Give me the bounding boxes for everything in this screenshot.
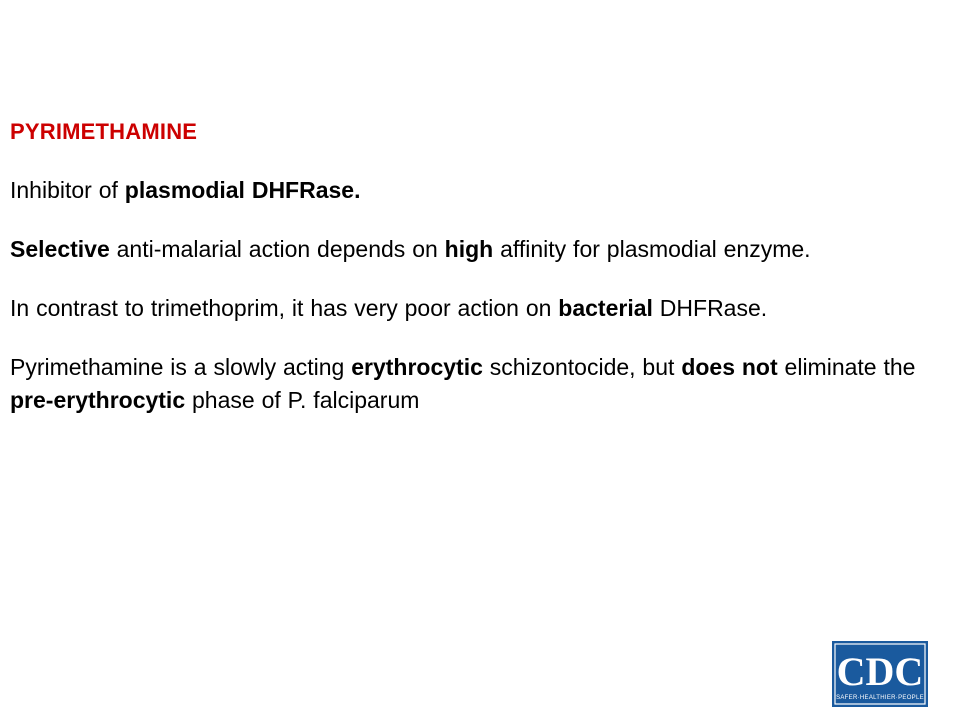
para-3-run-2: bacterial (558, 295, 653, 321)
paragraph-4 (10, 351, 940, 417)
cdc-logo (832, 641, 928, 707)
para-1-run-1: Inhibitor of (10, 177, 125, 203)
cdc-logo-graphic (832, 641, 928, 707)
paragraph-1 (10, 174, 940, 207)
para-4-run-6: pre-erythrocytic (10, 387, 186, 413)
para-2-run-2: anti-malarial action depends on (109, 236, 445, 262)
para-2-run-4: affinity for plasmodial enzyme. (493, 236, 811, 262)
para-4-run-1: Pyrimethamine is a slowly acting (10, 354, 352, 380)
para-3-run-1: In contrast to trimethoprim, it has very poor action on (10, 295, 559, 321)
slide-title: PYRIMETHAMINE (10, 119, 198, 144)
logo-tagline: SAFER·HEALTHIER·PEOPLE (836, 695, 924, 701)
logo-text: CDC (836, 649, 924, 694)
para-4-run-5: eliminate the (777, 354, 916, 380)
para-1-run-2: plasmodial DHFRase. (124, 177, 361, 203)
para-4-run-3: schizontocide, but (482, 354, 682, 380)
para-2-run-3: high (444, 236, 494, 262)
para-4-run-7: phase of P. falciparum (185, 387, 420, 413)
para-3-run-3: DHFRase. (652, 295, 768, 321)
paragraph-3 (10, 292, 940, 325)
para-2-run-1: Selective (10, 236, 110, 262)
para-4-run-2: erythrocytic (351, 354, 483, 380)
paragraph-2 (10, 233, 940, 266)
para-4-run-4: does not (681, 354, 778, 380)
slide-content (10, 118, 940, 443)
